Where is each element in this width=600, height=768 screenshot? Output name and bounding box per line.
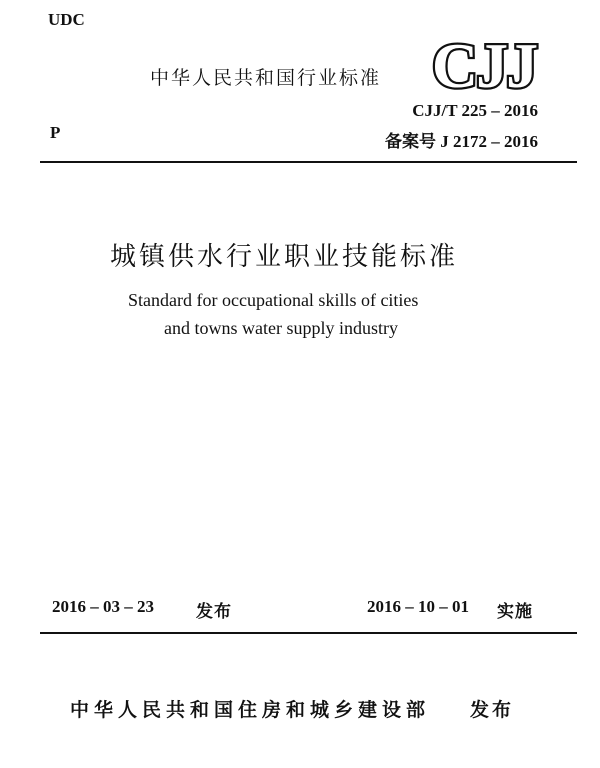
cjj-logo-text: CJJ <box>431 33 537 91</box>
issue-date: 2016 – 03 – 23 <box>52 597 154 616</box>
classification-letter: P <box>50 123 61 142</box>
cjj-logo <box>425 33 543 91</box>
udc-label: UDC <box>48 10 85 29</box>
standard-number: CJJ/T 225 – 2016 <box>412 101 538 120</box>
publisher: 中华人民共和国住房和城乡建设部 <box>70 699 431 721</box>
title-chinese: 城镇供水行业职业技能标准 <box>110 242 459 272</box>
record-number: 备案号 J 2172 – 2016 <box>385 132 538 151</box>
publish-label: 发布 <box>470 699 515 721</box>
standard-type: 中华人民共和国行业标准 <box>150 67 382 89</box>
implementation-date: 2016 – 10 – 01 <box>367 597 469 616</box>
title-english-line1: Standard for occupational skills of cities <box>128 290 419 310</box>
top-divider <box>40 161 577 163</box>
implementation-label: 实施 <box>497 602 533 622</box>
title-english-line2: and towns water supply industry <box>164 318 398 338</box>
bottom-divider <box>40 632 577 634</box>
issue-label: 发布 <box>196 602 232 622</box>
